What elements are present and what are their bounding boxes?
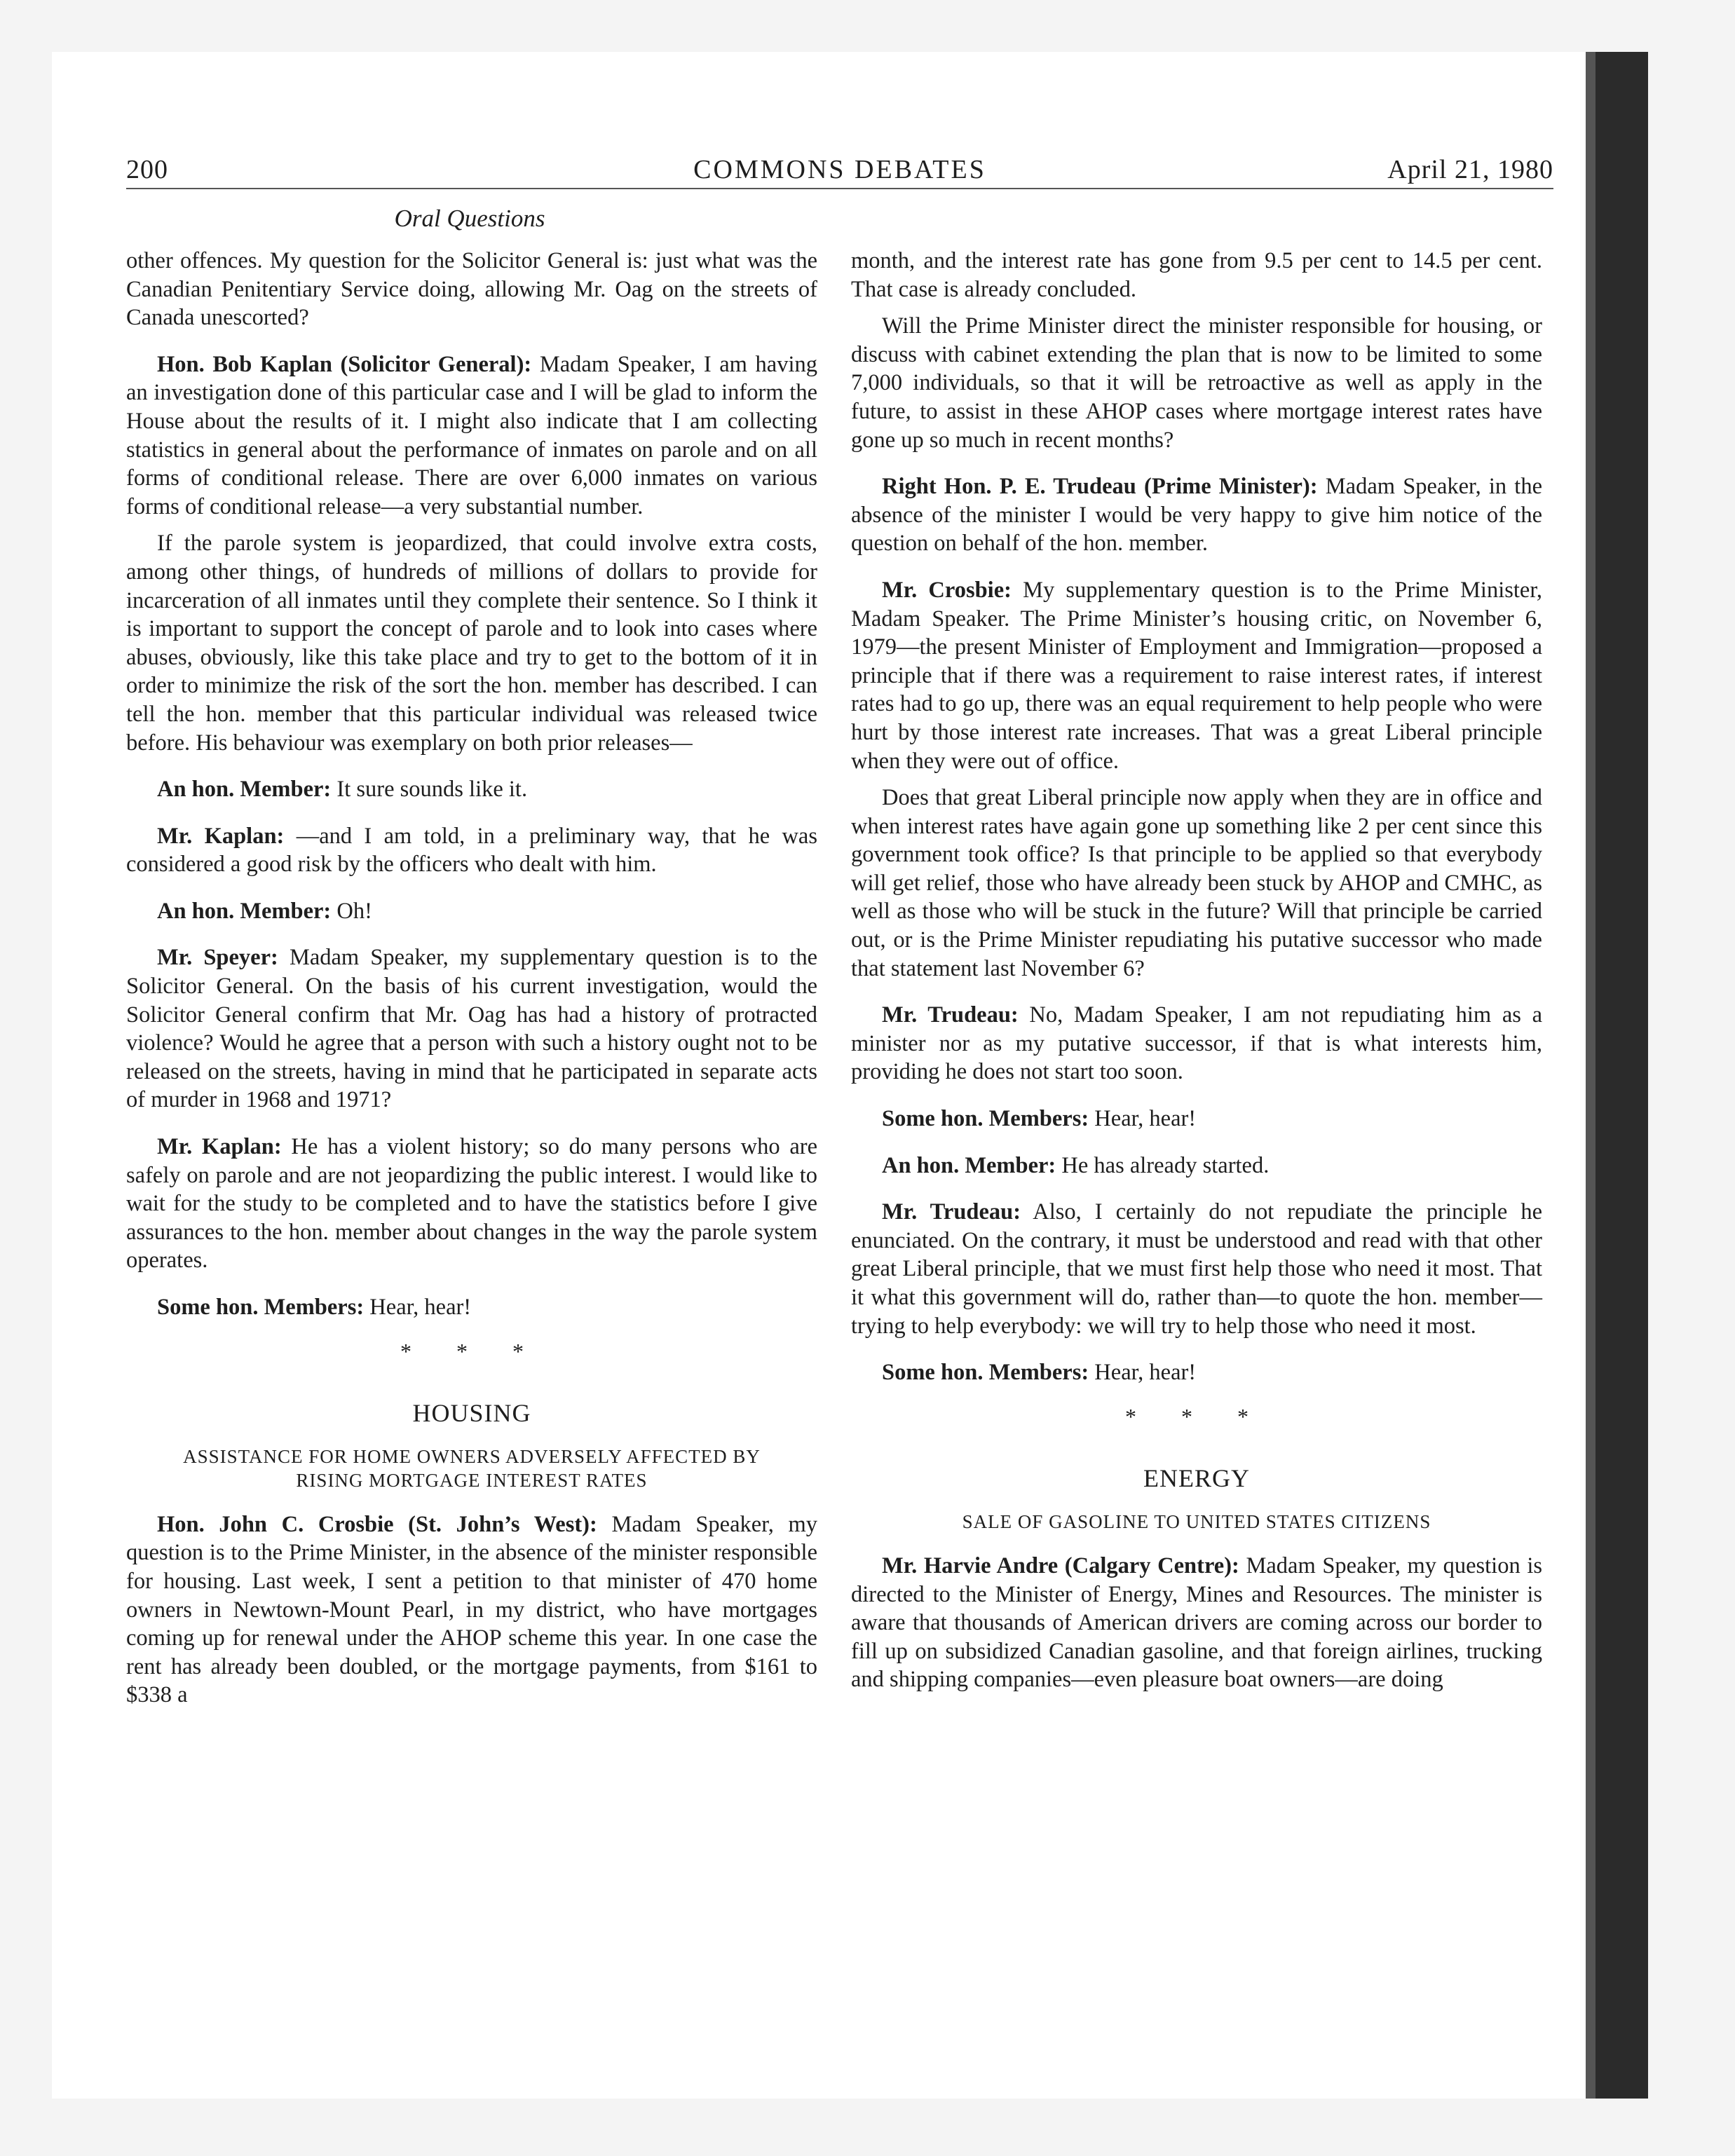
speaker-name: Right Hon. P. E. Trudeau (Prime Minister):	[882, 474, 1318, 500]
paragraph: Some hon. Members: Hear, hear!	[882, 1360, 1197, 1386]
paragraph: Mr. Speyer: Madam Speaker, my supplementary question is to the Solicitor General. On the basis of his current investigation, would the Solicitor General confirm that Mr. Oag has had a history of protracted violence? Would he agree that a person with such a history ought not to be released on the streets, having in mind that he participated in separate acts of murder in 1968 and 1971?	[126, 945, 818, 1113]
paragraph: Mr. Trudeau: No, Madam Speaker, I am not repudiating him as a minister nor as my putative successor, if that is what interests him, providing he does not start too soon.	[851, 1002, 1543, 1085]
speaker-name: Mr. Kaplan:	[157, 1134, 282, 1160]
issue-date: April 21, 1980	[1387, 155, 1553, 184]
section-subheading: SALE OF GASOLINE TO UNITED STATES CITIZENS	[962, 1510, 1431, 1532]
paragraph: Hon. Bob Kaplan (Solicitor General): Madam Speaker, I am having an investigation done of this particular case and I will be glad to inform the House about the results of it. I might also indicate that I am collecting statistics in general about the performance of inmates on parole and on all forms of conditional release. There are over 6,000 inmates on various forms of conditional release—a very substantial number.	[126, 351, 818, 519]
section-heading: HOUSING	[412, 1399, 531, 1428]
binding-shadow	[1586, 52, 1648, 2099]
paragraph: Mr. Crosbie: My supplementary question is to the Prime Minister, Madam Speaker. The Prime Minister’s housing critic, on November 6, 1979—the present Minister of Employment and Immigration—proposed a principle that if there was a requirement to raise interest rates, if interest rates had to go up, there was an equal requirement to help people who were hurt by those interest rate increases. That was a great Liberal principle when they were out of office.	[851, 577, 1542, 774]
speaker-name: Mr. Crosbie:	[882, 577, 1012, 603]
journal-title: COMMONS DEBATES	[693, 155, 986, 184]
paragraph: Some hon. Members: Hear, hear!	[157, 1295, 472, 1320]
running-header	[126, 154, 1553, 188]
speaker-name: An hon. Member:	[157, 898, 332, 924]
speaker-name: Some hon. Members:	[882, 1360, 1089, 1386]
speaker-name: Some hon. Members:	[157, 1295, 365, 1320]
paragraph: Will the Prime Minister direct the minister responsible for housing, or discuss with cabinet extending the plan that is now to be limited to some 7,000 individuals, so that it will be retroactive as well as apply in the future, to assist in these AHOP cases where mortgage interest rates have gone up so much in recent months?	[851, 313, 1542, 453]
header-rule	[126, 188, 1553, 189]
paragraph: Mr. Harvie Andre (Calgary Centre): Madam Speaker, my question is directed to the Minister of Energy, Mines and Resources. The minister is aware that thousands of American drivers are coming across our border to fill up on subsidized Canadian gasoline, and that foreign airlines, trucking and shipping companies—even pleasure boat owners—are doing	[851, 1553, 1542, 1693]
speaker-name: Hon. John C. Crosbie (St. John’s West):	[157, 1511, 597, 1537]
section-subheading: ASSISTANCE FOR HOME OWNERS ADVERSELY AFFECTED BY RISING MORTGAGE INTEREST RATES	[183, 1445, 761, 1491]
speaker-name: An hon. Member:	[882, 1152, 1056, 1178]
section-separator: * * *	[1125, 1403, 1268, 1429]
paragraph: An hon. Member: He has already started.	[882, 1152, 1270, 1178]
paragraph: If the parole system is jeopardized, that could involve extra costs, among other things, of hundreds of millions of dollars to provide for incarceration of all inmates until they complete their sentence. So I think it is important to support the concept of parole and to look into cases where abuses, obviously, like this take place and try to get to the bottom of it in order to minimize the risk of the sort the hon. member has described. I can tell the hon. member that this particular individual was released twice before. His behaviour was exemplary on both prior releases—	[126, 531, 817, 756]
paragraph: Right Hon. P. E. Trudeau (Prime Minister): Madam Speaker, in the absence of the minister I would be very happy to give him notice of the question on behalf of the hon. member.	[851, 474, 1543, 557]
speaker-name: An hon. Member:	[157, 777, 332, 803]
speaker-name: Hon. Bob Kaplan (Solicitor General):	[157, 351, 532, 377]
right-column	[851, 247, 1542, 1694]
speaker-name: Mr. Harvie Andre (Calgary Centre):	[882, 1553, 1239, 1578]
section-separator: * * *	[400, 1338, 543, 1364]
paragraph: Mr. Kaplan: —and I am told, in a preliminary way, that he was considered a good risk by the officers who dealt with him.	[126, 823, 817, 878]
paragraph: An hon. Member: It sure sounds like it.	[157, 777, 528, 803]
paragraph: An hon. Member: Oh!	[157, 898, 372, 924]
page-number: 200	[126, 155, 168, 184]
section-heading: ENERGY	[1143, 1464, 1250, 1493]
section-label: Oral Questions	[394, 205, 545, 232]
left-column	[126, 247, 817, 1710]
paragraph: Some hon. Members: Hear, hear!	[882, 1106, 1197, 1132]
paragraph: Mr. Trudeau: Also, I certainly do not repudiate the principle he enunciated. On the contrary, it must be understood and read with that other great Liberal principle, that we must first help those who need it most. That it what this government will do, rather than—to quote the hon. member—trying to help everybody: we will try to help those who need it most.	[851, 1199, 1542, 1339]
paragraph: month, and the interest rate has gone from 9.5 per cent to 14.5 per cent. That case is already concluded.	[851, 248, 1542, 302]
speaker-name: Mr. Trudeau:	[882, 1199, 1021, 1225]
paragraph: Mr. Kaplan: He has a violent history; so do many persons who are safely on parole and are not jeopardizing the public interest. I would like to wait for the study to be completed and to have the statistics before I give assurances to the hon. member about changes in the way the parole system operates.	[126, 1134, 817, 1274]
paragraph: other offences. My question for the Solicitor General is: just what was the Canadian Penitentiary Service doing, allowing Mr. Oag on the streets of Canada unescorted?	[126, 248, 817, 331]
paragraph: Hon. John C. Crosbie (St. John’s West): Madam Speaker, my question is to the Prime Minister, in the absence of the minister responsible for housing. Last week, I sent a petition to that minister of 470 home owners in Newtown-Mount Pearl, in my district, who have mortgages coming up for renewal under the AHOP scheme this year. In one case the rent has already been doubled, or the mortgage payments, from $161 to $338 a	[126, 1511, 818, 1708]
speaker-name: Mr. Kaplan:	[157, 823, 285, 849]
speaker-name: Mr. Trudeau:	[882, 1002, 1019, 1028]
speaker-name: Mr. Speyer:	[157, 945, 278, 971]
speaker-name: Some hon. Members:	[882, 1106, 1089, 1132]
paragraph: Does that great Liberal principle now apply when they are in office and when interest rates have again gone up something like 2 per cent since this government took office? Is that principle to be applied so that everybody will get relief, those who have already been stuck by AHOP and CMHC, as well as those who will be stuck in the future? Will that principle be carried out, or is the Prime Minister repudiating his putative successor who made that statement last November 6?	[851, 785, 1542, 981]
